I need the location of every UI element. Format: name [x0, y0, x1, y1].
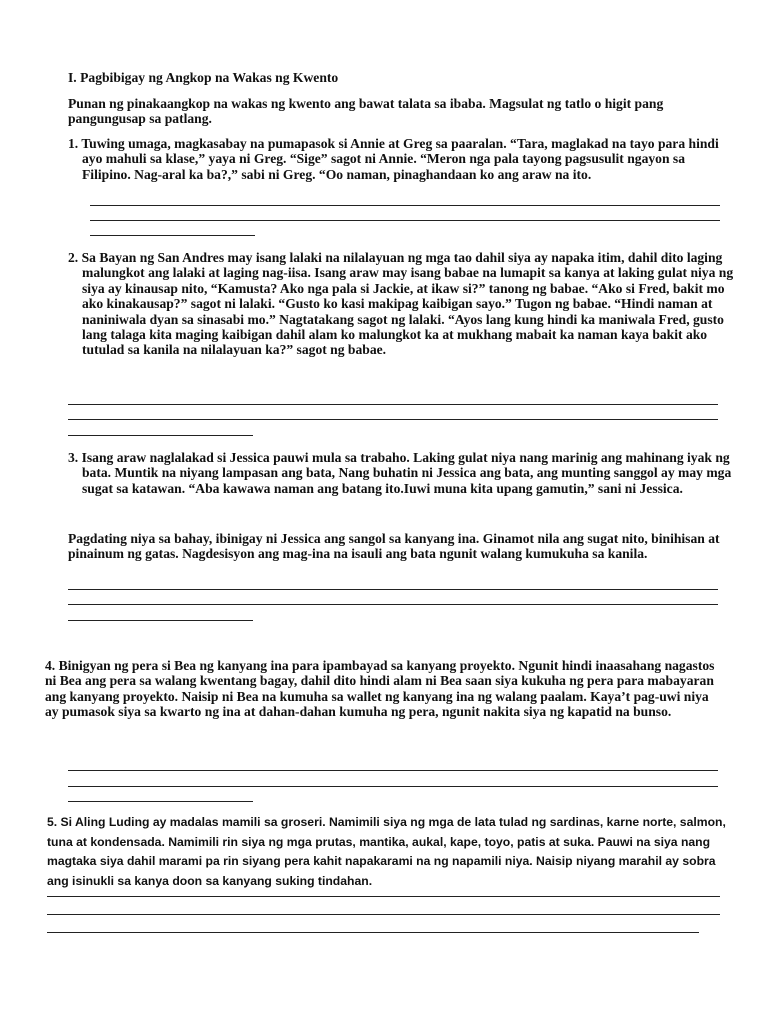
story-item-3: 3. Isang araw naglalakad si Jessica pauwi mula sa trabaho. Laking gulat niya nang marinig ang mahinang iyak ng bata. Muntik na niyang lampasan ang bata, Nang buhatin ni Jessica ang bata, ang munting sanggol ay may mga sugat sa katawan. “Aba kawawa naman ang batang ito.Iuwi muna kita upang gamutin,” sani ni Jessica.	[68, 450, 732, 496]
answer-line[interactable]	[68, 801, 253, 802]
story-item-4: 4. Binigyan ng pera si Bea ng kanyang ina para ipambayad sa kanyang proyekto. Ngunit hindi inaasahang nagastos ni Bea ang pera sa walang kwentang bagay, dahil dito hindi alam ni Bea saan siya kukuha ng pera para mabayaran ang kanyang proyekto. Naisip ni Bea na kumuha sa wallet ng kanyang ina ng walang paalam. Kaya’t pag-uwi niya ay pumasok siya sa kwarto ng ina at dahan-dahan kumuha ng pera, ngunit nakita siya ng kapatid na bunso.	[45, 658, 715, 720]
answer-line[interactable]	[47, 914, 720, 915]
answer-line[interactable]	[68, 786, 718, 787]
answer-line[interactable]	[68, 435, 253, 436]
answer-line[interactable]	[90, 235, 255, 236]
answer-line[interactable]	[68, 604, 718, 605]
answer-line[interactable]	[47, 932, 699, 933]
story-item-2: 2. Sa Bayan ng San Andres may isang lalaki na nilalayuan ng mga tao dahil siya ay napaka itim, dahil dito laging malungkot ang lalaki at laging nag-iisa. Isang araw may isang babae na lumapit sa kanya at laking gulat niya ng siya ay kinausap nito, “Kamusta? Ako nga pala si Jackie, at ikaw si?” tanong ng babae. “Ako si Fred, bakit mo ako kinakausap?” sagot ni lalaki. “Gusto ko kasi makipag kaibigan sayo.” Tugon ng babae. “Hindi naman at naniniwala dyan sa sinasabi mo.” Nagtatakang sagot ng lalaki. “Ayos lang kung hindi ka maniwala Fred, gusto lang talaga kita maging kaibigan dahil alam ko malungkot ka at mukhang mabait ka naman kaya bakit ako tutulad sa kanila na nilalayuan ka?” sagot ng babae.	[68, 250, 734, 358]
answer-line[interactable]	[90, 205, 720, 206]
answer-line[interactable]	[68, 404, 718, 405]
answer-line[interactable]	[68, 419, 718, 420]
instructions: Punan ng pinakaangkop na wakas ng kwento ang bawat talata sa ibaba. Magsulat ng tatlo o higit pang pangungusap sa patlang.	[68, 96, 664, 127]
answer-line[interactable]	[68, 589, 718, 590]
story-item-5: 5. Si Aling Luding ay madalas mamili sa groseri. Namimili siya ng mga de lata tulad ng sardinas, karne norte, salmon, tuna at kondensada. Namimili rin siya ng mga prutas, mantika, aukal, kape, toyo, patis at suka. Pauwi na siya nang magtaka siya dahil marami pa rin siyang pera kahit napakarami na ng napamili niya. Naisip niyang marahil ay sobra ang isinukli sa kanya doon sa kanyang suking tindahan.	[47, 815, 726, 888]
answer-line[interactable]	[68, 620, 253, 621]
story-item-3-continuation: Pagdating niya sa bahay, ibinigay ni Jessica ang sangol sa kanyang ina. Ginamot nila ang sugat nito, binihisan at pinainum ng gatas. Nagdesisyon ang mag-ina na isauli ang bata ngunit walang kumukuha sa kanila.	[68, 531, 720, 562]
answer-line[interactable]	[47, 896, 720, 897]
section-title: I. Pagbibigay ng Angkop na Wakas ng Kwento	[68, 70, 339, 85]
answer-line[interactable]	[68, 770, 718, 771]
answer-line[interactable]	[90, 220, 720, 221]
story-item-1: 1. Tuwing umaga, magkasabay na pumapasok si Annie at Greg sa paaralan. “Tara, maglakad na tayo para hindi ayo mahuli sa klase,” yaya ni Greg. “Sige” sagot ni Annie. “Meron nga pala tayong pagsusulit ngayon sa Filipino. Nag-aral ka ba?,” sabi ni Greg. “Oo naman, pinaghandaan ko ang araw na ito.	[68, 136, 719, 182]
